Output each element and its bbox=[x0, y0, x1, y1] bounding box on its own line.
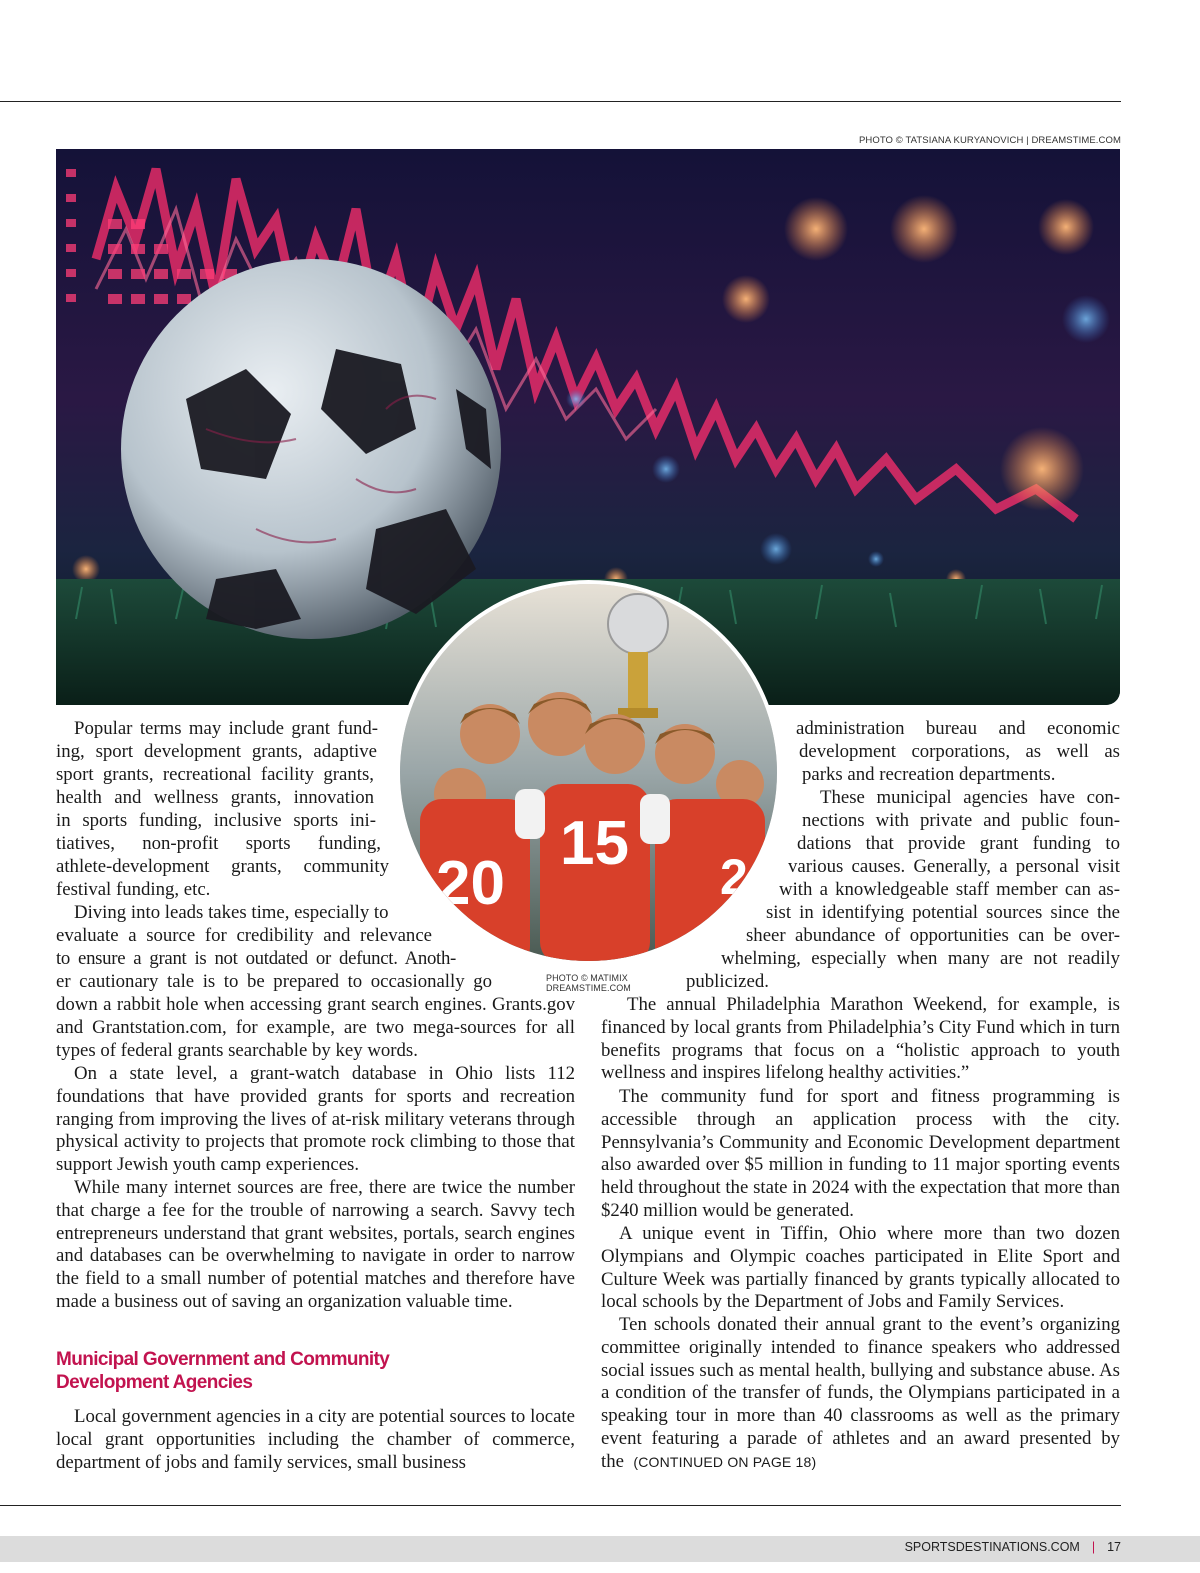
text-line: in sports funding, inclusive sports ini- bbox=[56, 810, 376, 831]
footer-separator: | bbox=[1091, 1540, 1096, 1554]
text-line: Popular terms may include grant fund- bbox=[74, 718, 378, 739]
text-line: health and wellness grants, innovation bbox=[56, 787, 374, 808]
text-line: evaluate a source for credibility and relevance bbox=[56, 925, 432, 946]
text-line: dations that provide grant funding to bbox=[797, 833, 1120, 854]
jersey-number-15: 15 bbox=[560, 809, 629, 878]
text-line: administration bureau and economic bbox=[796, 718, 1120, 739]
text-line: er cautionary tale is to be prepared to occasionally go bbox=[56, 971, 492, 992]
section-heading-line2: Development Agencies bbox=[56, 1372, 253, 1393]
top-rule bbox=[0, 101, 1121, 102]
right-paragraph-2: The annual Philadelphia Marathon Weekend, for example, is financed by local grants from Philadelphia’s City Fund which in turn benefits programs that focus on a “holistic approach to youth wellness and inspires lifelong healthy activities.” bbox=[601, 994, 1120, 1084]
text-line: whelming, especially when many are not readily bbox=[721, 948, 1120, 969]
page-number: 17 bbox=[1107, 1540, 1121, 1554]
text-line: sheer abundance of opportunities can be over- bbox=[746, 925, 1120, 946]
right-paragraph-4: A unique event in Tiffin, Ohio where more than two dozen Olympians and Olympic coaches participated in Elite Sport and Culture Week was partially financed by grants typically allocated to local schools by the Department of Jobs and Family Services. bbox=[601, 1223, 1120, 1313]
section-heading bbox=[56, 1348, 456, 1394]
text-line: development corporations, as well as bbox=[799, 741, 1120, 762]
footer bbox=[905, 1540, 1121, 1554]
jersey-number-20: 20 bbox=[436, 849, 505, 918]
footer-site[interactable]: SPORTSDESTINATIONS.COM bbox=[904, 1540, 1080, 1554]
left-paragraph-5: Local government agencies in a city are potential sources to locate local grant opportunities including the chamber of commerce, department of jobs and family services, small business bbox=[56, 1406, 575, 1473]
text-line: various causes. Generally, a personal visit bbox=[788, 856, 1120, 877]
left-paragraph-2-rest: down a rabbit hole when accessing grant search engines. Grants.gov and Grantstation.com, for example, are two mega-sources for all types of federal grants searchable by key words. bbox=[56, 994, 575, 1061]
circle-inset-photo bbox=[396, 580, 781, 965]
text-line: tiatives, non-profit sports funding, bbox=[56, 833, 381, 854]
circle-photo-credit bbox=[546, 973, 631, 993]
text-line: nections with private and public foun- bbox=[802, 810, 1120, 831]
text-line: Diving into leads takes time, especially to bbox=[74, 902, 389, 923]
hero-photo-credit: PHOTO © TATSIANA KURYANOVICH | DREAMSTIME.COM bbox=[858, 135, 1121, 146]
section-heading-line1: Municipal Government and Community bbox=[56, 1349, 390, 1370]
text-line: These municipal agencies have con- bbox=[820, 787, 1120, 808]
text-line: sist in identifying potential sources since the bbox=[766, 902, 1120, 923]
text-line: ing, sport development grants, adaptive bbox=[56, 741, 377, 762]
left-paragraph-3: On a state level, a grant-watch database in Ohio lists 112 foundations that have provided grants for sports and recreation ranging from improving the lives of at-risk military veterans through physical activity to projects that promote rock climbing to those that support Jewish youth camp experiences. bbox=[56, 1063, 575, 1176]
circle-photo-credit-line2: DREAMSTIME.COM bbox=[546, 983, 631, 993]
right-paragraph-5 bbox=[601, 1314, 1120, 1474]
continued-link[interactable]: (CONTINUED ON PAGE 18) bbox=[633, 1453, 817, 1470]
jersey-number-2: 2 bbox=[720, 849, 748, 905]
text-line: sport grants, recreational facility grants, bbox=[56, 764, 374, 785]
text-line: publicized. bbox=[686, 971, 769, 992]
text-line: parks and recreation departments. bbox=[802, 764, 1056, 785]
right-paragraph-3: The community fund for sport and fitness programming is accessible through an application process with the city. Pennsylvania’s Community and Economic Development department also awarded over $5 million in funding to 11 major sporting events held throughout the state in 2024 with the expectation that more than $240 million would be generated. bbox=[601, 1086, 1120, 1221]
text-line: to ensure a grant is not outdated or defunct. Anoth- bbox=[56, 948, 456, 969]
left-paragraph-4: While many internet sources are free, there are twice the number that charge a fee for the trouble of narrowing a search. Savvy tech entrepreneurs understand that grant websites, portals, search engines and databases can be overwhelming to navigate in order to narrow the field to a small number of potential matches and therefore have made a business out of saving an organization valuable time. bbox=[56, 1177, 575, 1312]
text-line: with a knowledgeable staff member can as- bbox=[779, 879, 1120, 900]
circle-photo-credit-line1: PHOTO © MATIMIX bbox=[546, 973, 628, 983]
footer-rule bbox=[0, 1505, 1121, 1506]
right-paragraph-5-text: Ten schools donated their annual grant to the event’s organizing committee originally intended to finance speakers who addressed social issues such as mental health, bullying and substance abuse. As a condition of the transfer of funds, the Olympians participated in a speaking tour in more than 40 classrooms as well as the primary event featuring a parade of athletes and an award presented by the bbox=[601, 1314, 1120, 1472]
text-line: athlete-development grants, community bbox=[56, 856, 389, 877]
text-line: festival funding, etc. bbox=[56, 879, 211, 900]
